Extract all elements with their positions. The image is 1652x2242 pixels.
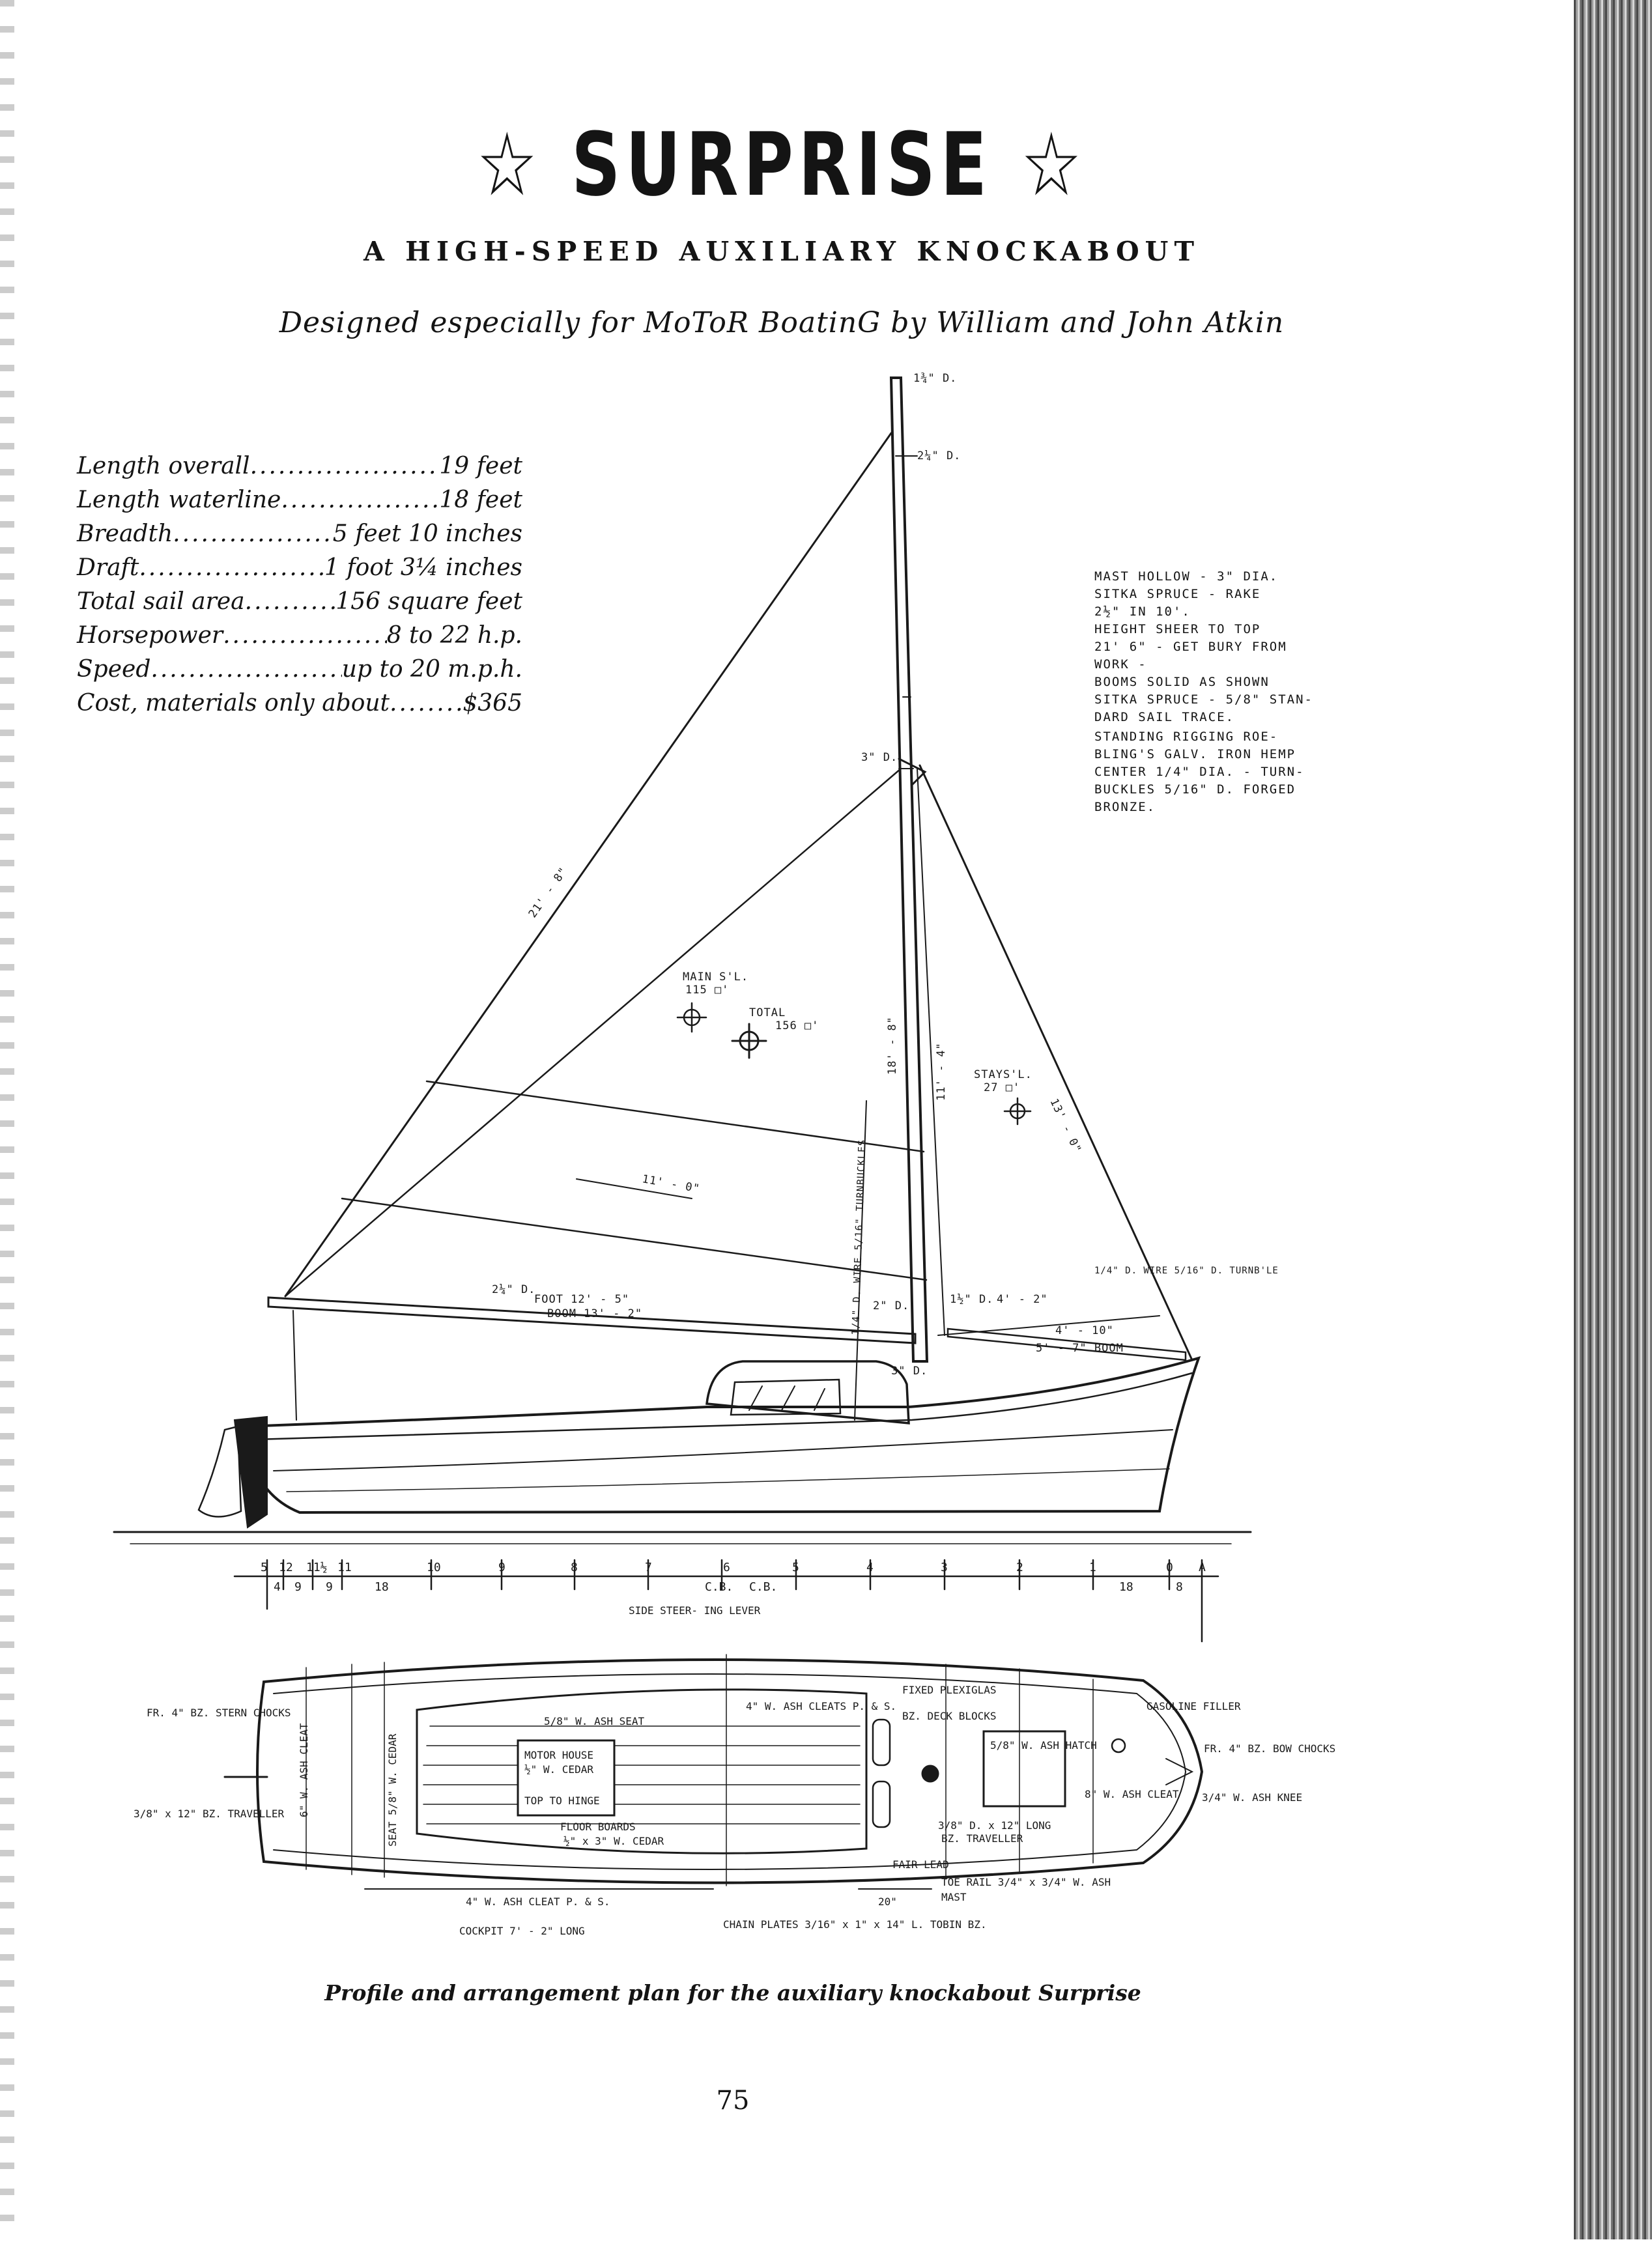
- center-of-effort-total: [732, 1024, 766, 1058]
- main-leech: [285, 769, 901, 1296]
- label-bow-chocks: FR. 4" BZ. BOW CHOCKS: [1204, 1742, 1336, 1755]
- page-subtitle: A HIGH-SPEED AUXILIARY KNOCKABOUT: [363, 236, 1200, 267]
- label-luff-len: 18' - 8": [886, 1016, 899, 1075]
- label-boom: BOOM 13' - 2": [547, 1307, 643, 1320]
- plan-window-stbd: [873, 1781, 890, 1827]
- station-label: 2: [1016, 1561, 1023, 1574]
- station-spacing: 9: [294, 1580, 302, 1594]
- spec-value: 5 feet 10 inches: [332, 520, 522, 547]
- station-label: 10: [427, 1561, 441, 1574]
- label-mast-mid-dia: 3" D.: [861, 751, 898, 764]
- main-luff: [285, 433, 891, 1296]
- label-deck-blocks: BZ. DECK BLOCKS: [902, 1710, 997, 1722]
- label-stays-area: 27 □': [984, 1081, 1021, 1094]
- center-of-effort-jib: [1004, 1098, 1031, 1124]
- station-spacing: 8: [1176, 1580, 1183, 1594]
- label-seat: SEAT 5/8" W. CEDAR: [386, 1733, 399, 1847]
- label-ash-knee: 3/4" W. ASH KNEE: [1202, 1791, 1303, 1804]
- label-ash-cleats-ps: 4" W. ASH CLEATS P. & S.: [746, 1700, 897, 1712]
- label-boom-dia: 2¼" D.: [492, 1283, 536, 1296]
- label-total: TOTAL: [749, 1006, 786, 1019]
- label-mast: MAST: [941, 1891, 967, 1903]
- station-label: 11: [337, 1561, 352, 1574]
- label-top-hinge: TOP TO HINGE: [524, 1795, 600, 1807]
- label-twenty: 20": [878, 1895, 897, 1908]
- spec-label: Cost, materials only about: [77, 690, 390, 717]
- spec-label: Breadth: [77, 520, 173, 547]
- spec-value: 8 to 22 h.p.: [386, 622, 522, 649]
- page-number: 75: [716, 2086, 750, 2116]
- spec-value: 19 feet: [439, 453, 522, 479]
- designer-credit: Designed especially for MoToR BoatinG by William and John Atkin: [279, 306, 1285, 339]
- station-label: 11½: [306, 1561, 328, 1574]
- plan-gasoline-filler: [1112, 1739, 1125, 1752]
- spec-value: $365: [463, 690, 522, 717]
- spec-label: Length overall: [77, 453, 250, 479]
- label-forestay-len: 21' - 8": [526, 864, 571, 920]
- label-diag-len: 11' - 0": [641, 1172, 702, 1196]
- label-main-sl: MAIN S'L.: [683, 971, 749, 984]
- label-ash-cleat-aft: 6" W. ASH CLEAT: [298, 1723, 310, 1817]
- plan-cockpit: [417, 1690, 866, 1853]
- label-toe-rail: TOE RAIL 3/4" x 3/4" W. ASH: [941, 1876, 1111, 1888]
- label-mast-top-dia: 1¾" D.: [913, 372, 958, 385]
- label-stern-chocks: FR. 4" BZ. STERN CHOCKS: [147, 1707, 291, 1719]
- label-jib-wire: 1/4" D. WIRE 5/16" D. TURNB'LE: [1094, 1266, 1279, 1276]
- label-ash-seat: 5/8" W. ASH SEAT: [544, 1715, 645, 1727]
- label-wire-note: 1/4" D. WIRE 5/16" TURNBUCKLES: [849, 1139, 868, 1336]
- plan-window-port: [873, 1720, 890, 1765]
- spec-value: 18 feet: [439, 487, 522, 513]
- station-label: 8: [571, 1561, 578, 1574]
- station-cb: C.B.: [749, 1580, 778, 1594]
- station-spacing: 18: [375, 1580, 389, 1594]
- station-label: 7: [645, 1561, 652, 1574]
- label-main-area: 115 □': [685, 984, 730, 997]
- spec-label: Draft: [77, 554, 139, 581]
- label-leech-len: 11' - 4": [935, 1042, 948, 1101]
- label-motor-house-2: ½" W. CEDAR: [524, 1763, 593, 1776]
- spec-value: 1 foot 3¼ inches: [324, 554, 522, 581]
- cabin-window: [731, 1380, 840, 1415]
- station-label: 4: [866, 1561, 874, 1574]
- label-plexiglas: FIXED PLEXIGLAS: [902, 1684, 997, 1696]
- station-label: 6: [723, 1561, 730, 1574]
- label-dim-2d-b: 1½" D.: [950, 1293, 994, 1306]
- station-label: 0: [1166, 1561, 1173, 1574]
- label-jib-stay-len: 13' - 0": [1047, 1096, 1084, 1156]
- mast-note: MAST HOLLOW - 3" DIA. SITKA SPRUCE - RAKE 2½" IN 10'. HEIGHT SHEER TO TOP 21' 6" - GET BURY FROM WORK - BOOMS SOLID AS SHOWN SITKA SPRUCE - 5/8" STAN- DARD SAIL TRACE.: [1094, 569, 1313, 724]
- label-fwd-traveller: 3/8" D. x 12" LONG: [938, 1819, 1051, 1832]
- label-jib-4-2: 4' - 2": [997, 1293, 1048, 1306]
- station-label: 12: [279, 1561, 293, 1574]
- rigging-note: STANDING RIGGING ROE- BLING'S GALV. IRON HEMP CENTER 1/4" DIA. - TURN- BUCKLES 5/16" D. FORGED BRONZE.: [1094, 730, 1305, 814]
- station-ticks: [267, 1560, 1202, 1641]
- label-mast-upper-dia: 2¼" D.: [917, 449, 961, 462]
- center-of-effort-main: [677, 1003, 706, 1032]
- label-gasoline: GASOLINE FILLER: [1146, 1700, 1241, 1712]
- label-mast-deck-dia: 3" D.: [891, 1365, 928, 1378]
- label-ash-cleat-fwd: 8" W. ASH CLEAT: [1085, 1788, 1179, 1800]
- label-fwd-traveller-2: BZ. TRAVELLER: [941, 1832, 1023, 1845]
- station-label: 3: [941, 1561, 948, 1574]
- spec-value: up to 20 m.p.h.: [341, 656, 522, 683]
- label-total-area: 156 □': [775, 1019, 819, 1032]
- spec-label: Length waterline: [77, 487, 281, 513]
- label-chain-plates: CHAIN PLATES 3/16" x 1" x 14" L. TOBIN BZ.: [723, 1918, 987, 1931]
- station-label: 9: [498, 1561, 506, 1574]
- station-label: 5: [261, 1561, 268, 1574]
- label-side-steering: SIDE STEER- ING LEVER: [629, 1604, 761, 1617]
- label-traveller: 3/8" x 12" BZ. TRAVELLER: [134, 1808, 285, 1820]
- station-label: 1: [1089, 1561, 1096, 1574]
- spec-label: Speed: [77, 656, 151, 683]
- plan-hull-outline: [257, 1660, 1202, 1883]
- label-hatch: 5/8" W. ASH HATCH: [990, 1739, 1097, 1752]
- station-labels: [261, 1561, 1206, 1594]
- label-jib-4-10: 4' - 10": [1055, 1324, 1114, 1337]
- label-fair-lead: FAIR LEAD: [892, 1858, 949, 1871]
- spec-label: Total sail area: [77, 588, 245, 615]
- station-label: A: [1199, 1561, 1206, 1574]
- label-stays-sl: STAYS'L.: [974, 1068, 1032, 1081]
- station-label: 5: [792, 1561, 799, 1574]
- label-cockpit: COCKPIT 7' - 2" LONG: [459, 1925, 585, 1937]
- figure-caption: Profile and arrangement plan for the auxiliary knockabout Surprise: [324, 1980, 1141, 2006]
- station-spacing: 18: [1119, 1580, 1133, 1594]
- label-foot: FOOT 12' - 5": [534, 1293, 630, 1306]
- label-jib-boom: 5' - 7" BOOM: [1036, 1342, 1124, 1355]
- label-floor-boards: FLOOR BOARDS: [560, 1821, 636, 1833]
- spec-label: Horsepower: [77, 622, 223, 649]
- label-motor-house: MOTOR HOUSE: [524, 1749, 593, 1761]
- page-title: ☆ SURPRISE ☆: [476, 114, 1087, 216]
- station-spacing: 4: [274, 1580, 281, 1594]
- label-dim-2d-a: 2" D.: [873, 1299, 910, 1313]
- label-ash-cleat-ps: 4" W. ASH CLEAT P. & S.: [466, 1895, 610, 1908]
- plan-mast: [922, 1766, 938, 1781]
- spec-value: 156 square feet: [335, 588, 522, 615]
- station-cb: C.B.: [705, 1580, 733, 1594]
- outboard-motor: [199, 1426, 241, 1517]
- station-spacing: 9: [326, 1580, 333, 1594]
- label-floor-boards-2: ½" x 3" W. CEDAR: [563, 1835, 664, 1847]
